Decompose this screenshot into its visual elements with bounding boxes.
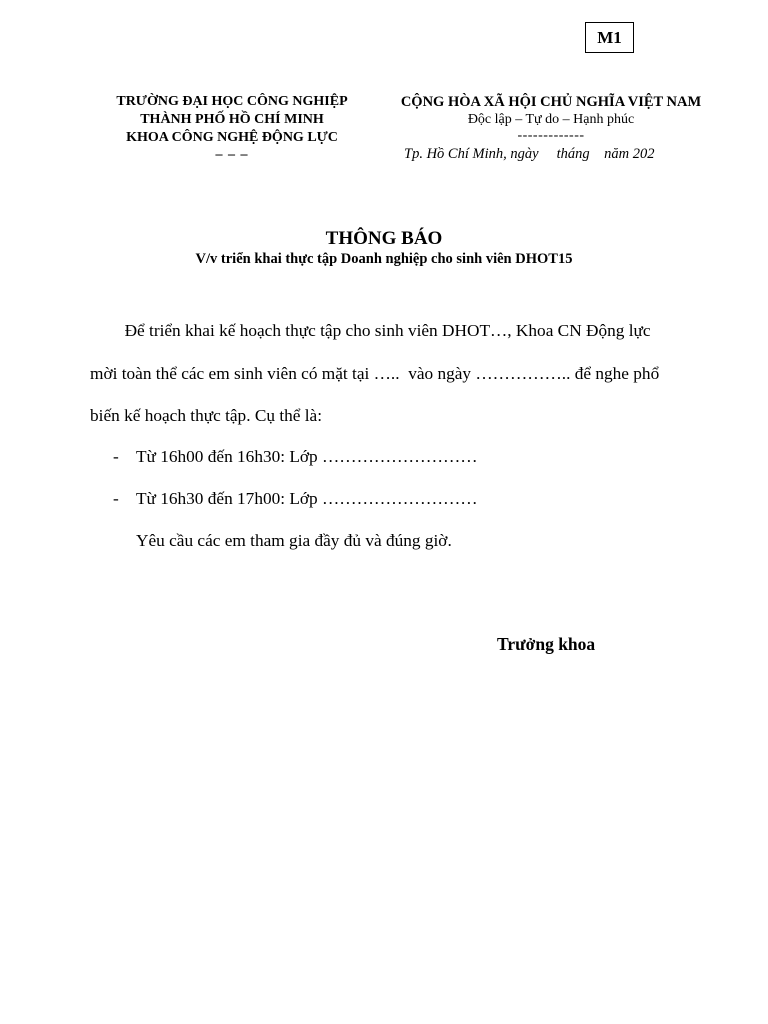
closing-request: Yêu cầu các em tham gia đầy đủ và đúng giờ. <box>136 531 452 550</box>
schedule-item-1: Từ 16h00 đến 16h30: Lớp ……………………… <box>136 447 478 466</box>
signature-title: Trưởng khoa <box>497 634 596 654</box>
form-code-box: M1 <box>585 22 634 53</box>
paragraph-line-3: biến kế hoạch thực tập. Cụ thể là: <box>90 406 323 425</box>
university-name-line1: TRƯỜNG ĐẠI HỌC CÔNG NGHIỆP <box>116 94 348 109</box>
place-date-line: Tp. Hồ Chí Minh, ngày tháng năm 202 <box>404 146 655 162</box>
header-right-separator: ------------- <box>517 128 585 143</box>
nation-name: CỘNG HÒA XÃ HỘI CHỦ NGHĨA VIỆT NAM <box>400 94 702 110</box>
bullet-dash-1: - <box>113 447 119 466</box>
university-name-line2: THÀNH PHỐ HỒ CHÍ MINH <box>140 112 324 127</box>
national-motto: Độc lập – Tự do – Hạnh phúc <box>467 112 635 127</box>
faculty-name: KHOA CÔNG NGHỆ ĐỘNG LỰC <box>126 130 338 145</box>
paragraph-line-2: mời toàn thể các em sinh viên có mặt tại ….. vào ngày …………….. để nghe phổ <box>90 364 660 383</box>
header-left-separator: – – – <box>215 147 249 162</box>
header-right <box>388 93 714 143</box>
document-subtitle: V/v triển khai thực tập Doanh nghiệp cho sinh viên DHOT15 <box>195 251 573 267</box>
header-left <box>96 93 368 163</box>
schedule-item-2: Từ 16h30 đến 17h00: Lớp ……………………… <box>136 489 478 508</box>
bullet-dash-2: - <box>113 489 119 508</box>
document-title: THÔNG BÁO <box>325 228 443 249</box>
paragraph-line-1: Để triển khai kế hoạch thực tập cho sinh viên DHOT…, Khoa CN Động lực <box>90 321 651 340</box>
